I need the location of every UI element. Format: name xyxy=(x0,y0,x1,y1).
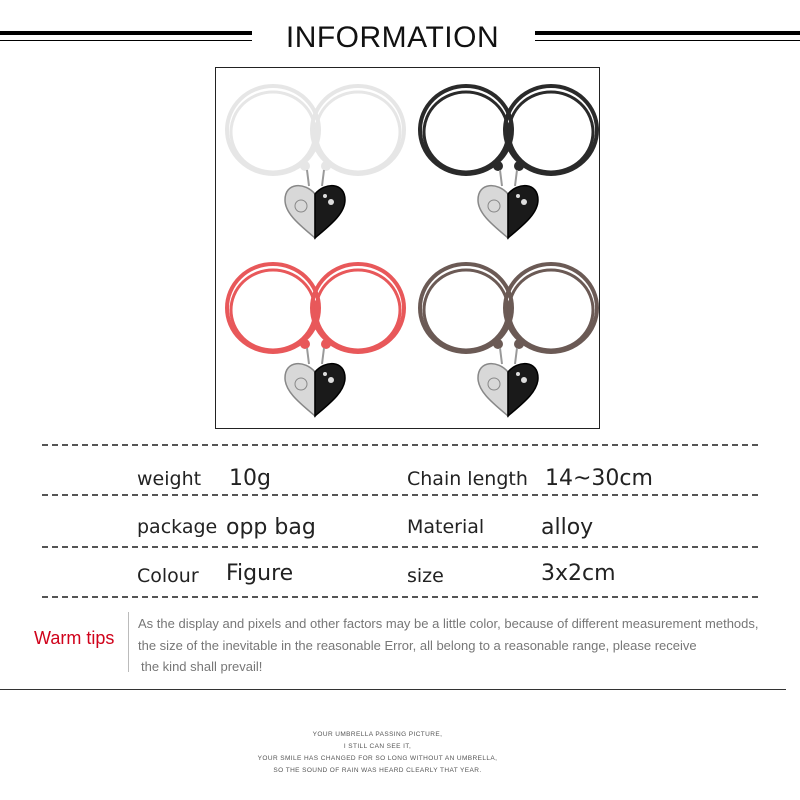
warm-tips-line-3: the kind shall prevail! xyxy=(141,659,263,674)
variant-brown xyxy=(420,264,597,416)
separator-3 xyxy=(42,546,758,548)
product-photo xyxy=(215,67,600,429)
package-label: package xyxy=(137,516,218,538)
separator-4 xyxy=(42,596,758,598)
warm-tips-line-1: As the display and pixels and other factors may be a little color, because of different measurement methods, xyxy=(138,616,759,631)
package-value: opp bag xyxy=(226,515,316,540)
separator-1 xyxy=(42,444,758,446)
header-right-thin-rule xyxy=(535,40,800,41)
header-right-bar xyxy=(535,31,800,35)
weight-value: 10g xyxy=(229,466,271,491)
poem-line-4: SO THE SOUND OF RAIN WAS HEARD CLEARLY THAT YEAR. xyxy=(273,767,482,774)
header-left-thin-rule xyxy=(0,40,252,41)
page-title: INFORMATION xyxy=(285,21,500,54)
warm-tips-label: Warm tips xyxy=(34,628,115,648)
colour-label: Colour xyxy=(137,565,199,587)
material-label: Material xyxy=(407,516,485,538)
chain-length-value: 14~30cm xyxy=(545,466,653,491)
material-value: alloy xyxy=(541,515,594,540)
warm-tips-divider xyxy=(128,612,129,672)
warm-tips-line-2: the size of the inevitable in the reasonable Error, all belong to a reasonable range, please receive xyxy=(138,638,697,653)
chain-length-label: Chain length xyxy=(407,468,528,490)
variant-white xyxy=(227,86,404,238)
poem-line-2: I STILL CAN SEE IT, xyxy=(343,743,412,750)
separator-2 xyxy=(42,494,758,496)
weight-label: weight xyxy=(137,468,202,490)
bottom-rule xyxy=(0,689,786,690)
size-label: size xyxy=(407,565,444,587)
variant-black xyxy=(420,86,597,238)
poem-line-1: YOUR UMBRELLA PASSING PICTURE, xyxy=(312,731,443,738)
header-left-bar xyxy=(0,31,252,35)
poem-line-3: YOUR SMILE HAS CHANGED FOR SO LONG WITHOUT AN UMBRELLA, xyxy=(257,755,498,762)
size-value: 3x2cm xyxy=(541,561,616,586)
bracelet-illustration xyxy=(216,68,601,430)
variant-red xyxy=(227,264,404,416)
colour-value: Figure xyxy=(226,561,294,586)
